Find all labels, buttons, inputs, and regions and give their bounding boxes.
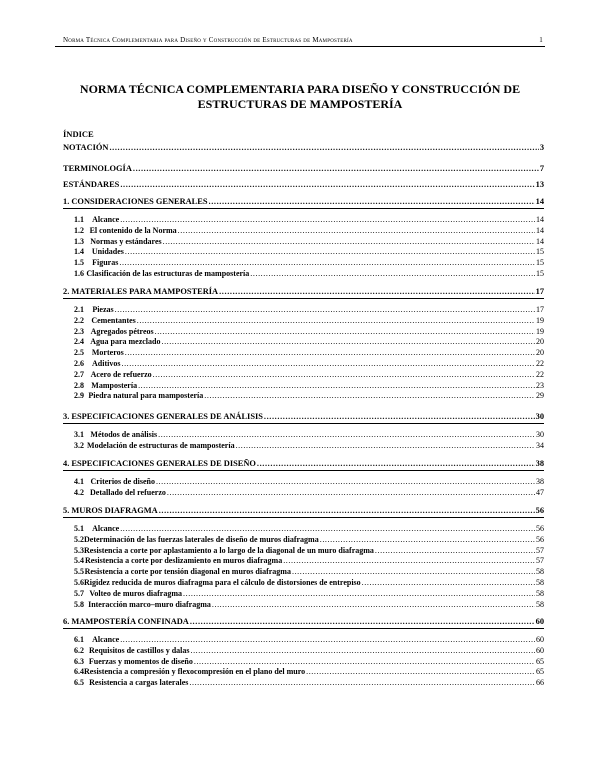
- toc-entry-title: 5. MUROS DIAFRAGMA: [63, 506, 158, 515]
- toc-entry-title: 2. MATERIALES PARA MAMPOSTERÍA: [63, 287, 219, 296]
- toc-entry-page: 20: [536, 348, 544, 358]
- toc-subsection-entry[interactable]: [63, 430, 544, 440]
- toc-entry-number: 1.3: [74, 236, 84, 246]
- toc-entry-title: Mampostería: [91, 380, 138, 390]
- toc-entry-title: 1. CONSIDERACIONES GENERALES: [63, 197, 208, 206]
- toc-entry-title: NOTACIÓN: [63, 143, 109, 152]
- dot-leader: [121, 359, 535, 369]
- toc-subsection-entry[interactable]: [63, 269, 544, 279]
- dot-leader: [190, 617, 535, 627]
- toc-entry-page: 15: [536, 258, 544, 268]
- dot-leader: [153, 370, 535, 380]
- toc-entry-title: Determinación de las fuerzas laterales de diseño de muros diafragma: [84, 534, 319, 544]
- toc-entry-page: 14: [536, 215, 544, 224]
- toc-subsection-entry[interactable]: [63, 391, 544, 401]
- toc-entry-number: 3.2: [74, 440, 84, 450]
- toc-entry-title: Resistencia a corte por deslizamiento en muros diafragma: [84, 556, 283, 566]
- toc-entry-page: 34: [536, 440, 544, 450]
- toc-entry-page: 60: [535, 617, 544, 626]
- toc-entry-number: 1.4: [74, 247, 84, 257]
- toc-entry-number: 1.5: [74, 258, 84, 268]
- toc-subsection-entry[interactable]: [63, 215, 544, 225]
- toc-subsection-entry[interactable]: [63, 535, 544, 545]
- toc-entry-number: 5.2: [74, 534, 84, 544]
- dot-leader: [204, 391, 535, 401]
- toc-entry-number: 5.7: [74, 588, 84, 598]
- toc-subsection-entry[interactable]: [63, 226, 544, 236]
- toc-entry-number: 2.8: [74, 380, 84, 390]
- toc-entry-title: Fuerzas y momentos de diseño: [88, 656, 193, 666]
- toc-entry-page: 29: [536, 391, 544, 401]
- toc-subsection-entry[interactable]: [63, 678, 544, 688]
- toc-entry-page: 65: [536, 656, 544, 666]
- toc-entry-title: Piedra natural para mampostería: [88, 391, 204, 401]
- dot-leader: [264, 412, 535, 422]
- toc-entry-page: 38: [535, 459, 544, 468]
- dot-leader: [250, 269, 535, 279]
- toc-entry-page: 30: [536, 430, 544, 439]
- toc-entry-number: 2.4: [74, 337, 84, 347]
- toc-entry-page: 22: [536, 369, 544, 379]
- toc-entry-page: 19: [536, 326, 544, 336]
- dot-leader: [120, 180, 534, 190]
- page-number: 1: [539, 36, 543, 44]
- dot-leader: [257, 459, 535, 469]
- toc-subsection-entry[interactable]: [63, 635, 544, 645]
- document-title-line-2: ESTRUCTURAS DE MAMPOSTERÍA: [197, 96, 403, 111]
- toc-entry-title: Acero de refuerzo: [90, 369, 152, 379]
- toc-entry-page: 15: [536, 247, 544, 257]
- dot-leader: [375, 546, 535, 556]
- toc-entry-number: 5.5: [74, 567, 84, 577]
- toc-section-entry[interactable]: [63, 412, 544, 422]
- toc-entry-title: Resistencia a cargas laterales: [89, 678, 189, 688]
- toc-entry-title: Criterios de diseño: [90, 477, 155, 486]
- toc-entry-number: 6.4: [74, 667, 84, 677]
- toc-entry-number: 1.1: [74, 215, 84, 224]
- toc-subsection-entry[interactable]: [63, 337, 544, 347]
- toc-entry-number: 2.2: [74, 315, 84, 325]
- toc-entry-title: 4. ESPECIFICACIONES GENERALES DE DISEÑO: [63, 459, 256, 468]
- toc-entry-number: 6.3: [74, 656, 84, 666]
- dot-leader: [156, 477, 535, 487]
- toc-entry-title: El contenido de la Norma: [89, 225, 177, 235]
- toc-entry-number: 6.2: [74, 645, 84, 655]
- dot-leader: [167, 488, 535, 498]
- toc-entry-title: Cementantes: [91, 315, 136, 325]
- toc-entry-page: 14: [536, 225, 544, 235]
- dot-leader: [283, 556, 535, 566]
- toc-entry-number: 4.1: [74, 477, 84, 486]
- toc-entry-page: 17: [535, 287, 544, 296]
- toc-entry-page: 13: [535, 180, 544, 189]
- dot-leader: [306, 667, 535, 677]
- toc-entry-page: 3: [539, 143, 544, 152]
- dot-leader: [119, 258, 535, 268]
- toc-entry-title: 3. ESPECIFICACIONES GENERALES DE ANÁLISIS: [63, 412, 263, 421]
- toc-entry-number: 6.5: [74, 678, 84, 688]
- toc-front-entry[interactable]: [63, 164, 544, 174]
- toc-entry-page: 47: [536, 487, 544, 497]
- toc-entry-page: 58: [536, 588, 544, 598]
- section-divider: [63, 423, 544, 424]
- toc-entry-number: 2.3: [74, 326, 84, 336]
- toc-subsection-entry[interactable]: [63, 646, 544, 656]
- toc-entry-page: 56: [536, 524, 544, 533]
- toc-entry-title: Detallado del refuerzo: [90, 487, 166, 497]
- dot-leader: [138, 381, 535, 391]
- dot-leader: [209, 197, 535, 207]
- dot-leader: [120, 215, 535, 225]
- toc-entry-page: 30: [535, 412, 544, 421]
- toc-subsection-entry[interactable]: [63, 477, 544, 487]
- toc-entry-page: 19: [536, 315, 544, 325]
- toc-entry-title: Resistencia a corte por tensión diagonal en muros diafragma: [84, 567, 291, 577]
- toc-entry-number: 3.1: [74, 430, 84, 439]
- toc-entry-page: 15: [536, 269, 544, 278]
- toc-entry-page: 57: [536, 556, 544, 566]
- toc-section-entry[interactable]: [63, 287, 544, 297]
- toc-subsection-entry[interactable]: [63, 348, 544, 358]
- toc-entry-page: 14: [536, 236, 544, 246]
- toc-entry-page: 22: [536, 359, 544, 368]
- toc-entry-title: Interacción marco–muro diafragma: [88, 599, 211, 609]
- toc-subsection-entry[interactable]: [63, 237, 544, 247]
- dot-leader: [190, 646, 535, 656]
- toc-subsection-entry[interactable]: [63, 589, 544, 599]
- toc-subsection-entry[interactable]: [63, 667, 544, 677]
- dot-leader: [125, 348, 535, 358]
- dot-leader: [125, 247, 535, 257]
- toc-subsection-entry[interactable]: [63, 578, 544, 588]
- toc-section-entry[interactable]: [63, 506, 544, 516]
- toc-entry-number: 5.6: [74, 578, 84, 587]
- toc-entry-number: 2.9: [74, 391, 84, 401]
- toc-entry-title: Normas y estándares: [90, 236, 162, 246]
- toc-entry-title: Piezas: [92, 305, 114, 314]
- section-divider: [63, 517, 544, 518]
- toc-entry-page: 60: [536, 645, 544, 655]
- toc-entry-title: Agregados pétreos: [90, 326, 154, 336]
- dot-leader: [194, 657, 535, 667]
- toc-subsection-entry[interactable]: [63, 258, 544, 268]
- dot-leader: [189, 678, 535, 688]
- toc-section-entry[interactable]: [63, 459, 544, 469]
- dot-leader: [362, 578, 535, 588]
- toc-entry-title: Rigidez reducida de muros diafragma para el cálculo de distorsiones de entrepiso: [84, 578, 361, 587]
- toc-subsection-entry[interactable]: [63, 316, 544, 326]
- dot-leader: [183, 589, 535, 599]
- dot-leader: [178, 226, 535, 236]
- toc-entry-title: Clasificación de las estructuras de mampostería: [86, 269, 250, 278]
- toc-entry-title: Resistencia a compresión y flexocompresión en el plano del muro: [84, 667, 306, 677]
- toc-front-entry[interactable]: [63, 143, 544, 153]
- toc-entry-page: 58: [536, 578, 544, 587]
- toc-entry-title: 6. MAMPOSTERÍA CONFINADA: [63, 617, 189, 626]
- toc-entry-page: 20: [536, 337, 544, 347]
- document-title-line-1: NORMA TÉCNICA COMPLEMENTARIA PARA DISEÑO Y CONSTRUCCIÓN DE: [79, 82, 521, 96]
- toc-entry-title: Métodos de análisis: [90, 430, 158, 439]
- header-rule: [55, 46, 545, 47]
- dot-leader: [115, 305, 535, 315]
- toc-entry-title: Modelación de estructuras de mampostería: [87, 440, 235, 450]
- toc-entry-page: 66: [536, 678, 544, 688]
- toc-entry-number: 4.2: [74, 487, 84, 497]
- dot-leader: [292, 567, 535, 577]
- toc-entry-page: 58: [536, 567, 544, 577]
- dot-leader: [236, 441, 535, 451]
- toc-section-entry[interactable]: [63, 197, 544, 207]
- toc-entry-page: 58: [536, 599, 544, 609]
- toc-subsection-entry[interactable]: [63, 441, 544, 451]
- toc-section-entry[interactable]: [63, 617, 544, 627]
- toc-entry-page: 56: [535, 506, 544, 515]
- toc-entry-page: 38: [536, 477, 544, 486]
- toc-subsection-entry[interactable]: [63, 600, 544, 610]
- toc-entry-page: 60: [536, 635, 544, 644]
- toc-entry-number: 5.1: [74, 524, 84, 533]
- toc-entry-title: Alcance: [92, 524, 120, 533]
- toc-subsection-entry[interactable]: [63, 359, 544, 369]
- toc-entry-title: Alcance: [92, 635, 120, 644]
- toc-entry-number: 1.2: [74, 225, 84, 235]
- toc-entry-page: 57: [536, 545, 544, 555]
- section-divider: [63, 298, 544, 299]
- dot-leader: [109, 143, 538, 153]
- toc-entry-title: Agua para mezclado: [90, 337, 161, 347]
- toc-front-entry[interactable]: [63, 180, 544, 190]
- dot-leader: [159, 506, 535, 516]
- toc-entry-title: Alcance: [92, 215, 120, 224]
- index-heading: ÍNDICE: [63, 129, 94, 139]
- toc-entry-page: 7: [539, 164, 544, 173]
- dot-leader: [133, 164, 539, 174]
- document-title: [55, 82, 545, 111]
- toc-entry-number: 2.6: [74, 359, 84, 368]
- dot-leader: [158, 430, 535, 440]
- section-divider: [63, 470, 544, 471]
- toc-subsection-entry[interactable]: [63, 657, 544, 667]
- toc-subsection-entry[interactable]: [63, 247, 544, 257]
- toc-entry-number: 2.7: [74, 369, 84, 379]
- toc-subsection-entry[interactable]: [63, 524, 544, 534]
- toc-entry-page: 56: [536, 534, 544, 544]
- toc-subsection-entry[interactable]: [63, 488, 544, 498]
- toc-subsection-entry[interactable]: [63, 556, 544, 566]
- dot-leader: [212, 600, 535, 610]
- toc-entry-page: 14: [535, 197, 544, 206]
- dot-leader: [155, 327, 535, 337]
- running-title: Norma Técnica Complementaria para Diseño y Construcción de Estructuras de Mampostería: [63, 36, 353, 44]
- toc-subsection-entry[interactable]: [63, 567, 544, 577]
- toc-entry-page: 65: [536, 667, 544, 677]
- toc-entry-title: TERMINOLOGÍA: [63, 164, 132, 173]
- section-divider: [63, 628, 544, 629]
- toc-entry-title: ESTÁNDARES: [63, 180, 120, 189]
- toc-entry-title: Morteros: [91, 348, 124, 358]
- toc-entry-title: Volteo de muros diafragma: [89, 588, 183, 598]
- toc-entry-title: Unidades: [91, 247, 124, 257]
- toc-entry-page: 17: [536, 305, 544, 314]
- dot-leader: [120, 524, 535, 534]
- toc-subsection-entry[interactable]: [63, 305, 544, 315]
- dot-leader: [137, 316, 535, 326]
- running-header: [63, 36, 543, 44]
- dot-leader: [320, 535, 535, 545]
- toc-subsection-entry[interactable]: [63, 381, 544, 391]
- toc-subsection-entry[interactable]: [63, 370, 544, 380]
- dot-leader: [120, 635, 535, 645]
- toc-entry-title: Figuras: [92, 258, 119, 268]
- toc-subsection-entry[interactable]: [63, 546, 544, 556]
- toc-entry-number: 5.8: [74, 599, 84, 609]
- toc-entry-title: Resistencia a corte por aplastamiento a lo largo de la diagonal de un muro diafragma: [84, 545, 374, 555]
- toc-subsection-entry[interactable]: [63, 327, 544, 337]
- dot-leader: [219, 287, 535, 297]
- toc-entry-number: 2.1: [74, 305, 84, 314]
- toc-entry-page: 23: [536, 380, 544, 390]
- toc-entry-number: 5.4: [74, 556, 84, 566]
- dot-leader: [161, 337, 535, 347]
- toc-entry-number: 2.5: [74, 348, 84, 358]
- toc-entry-title: Aditivos: [92, 359, 121, 368]
- toc-entry-number: 6.1: [74, 635, 84, 644]
- toc-entry-number: 1.6: [74, 269, 84, 278]
- toc-entry-title: Requisitos de castillos y dalas: [89, 645, 190, 655]
- section-divider: [63, 208, 544, 209]
- toc-entry-number: 5.3: [74, 545, 84, 555]
- dot-leader: [163, 237, 535, 247]
